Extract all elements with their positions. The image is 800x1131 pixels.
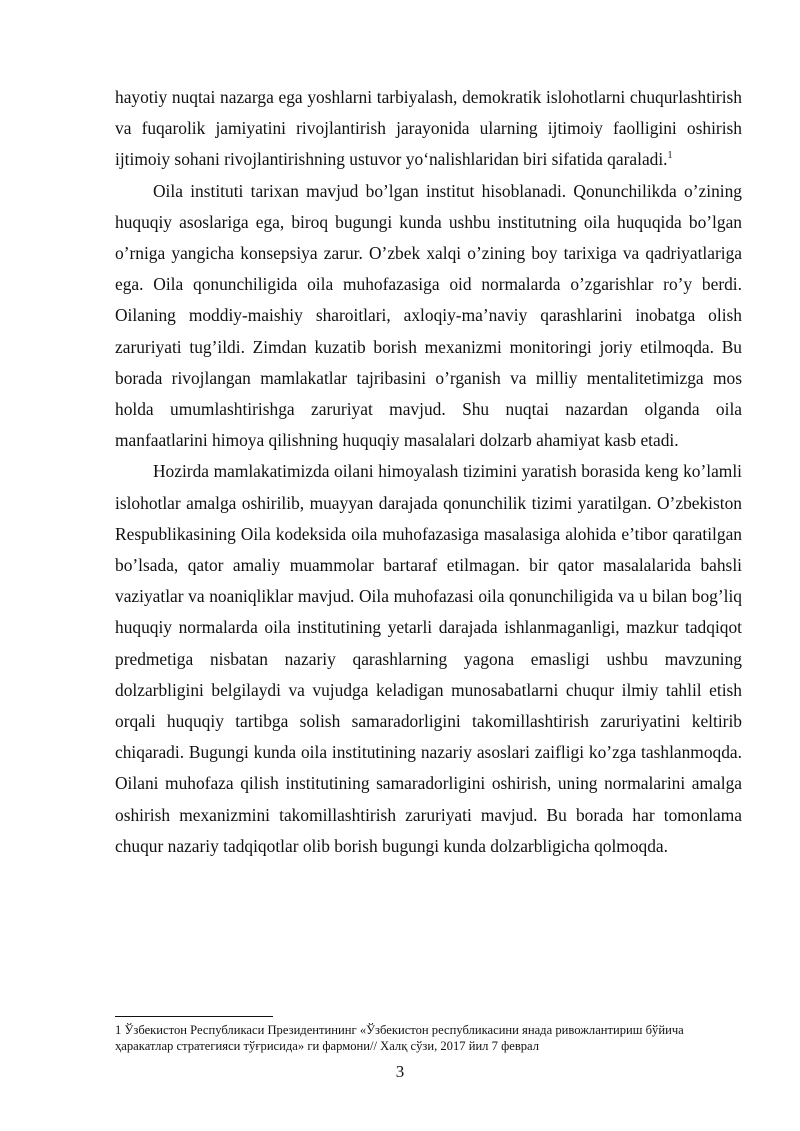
paragraph-2: Oila instituti tarixan mavjud bo’lgan institut hisoblanadi. Qonunchilikda o’zining huquqiy asoslariga ega, biroq bugungi kunda ushbu institutning oila huquqida bo’lgan o’rniga yangicha konsepsiya zarur. O’zbek xalqi o’zining boy tarixiga va qadriyatlariga ega. Oila qonunchiligida oila muhofazasiga oid normalarda o’zgarishlar ro’y berdi. Oilaning moddiy-maishiy sharoitlari, axloqiy-ma’naviy qarashlarini inobatga olish zaruriyati tug’ildi. Zimdan kuzatib borish mexanizmi monitoringi joriy etilmoqda. Bu borada rivojlangan mamlakatlar tajribasini o’rganish va milliy mentalitetimizga mos holda umumlashtirishga zaruriyat mavjud. Shu nuqtai nazardan olganda oila manfaatlarini himoya qilishning huquqiy masalalari dolzarb ahamiyat kasb etadi. (115, 180, 742, 451)
footnote-reference: 1 (667, 150, 673, 162)
paragraph-1 (115, 82, 742, 176)
paragraph-1-text: hayotiy nuqtai nazarga ega yoshlarni tarbiyalash, demokratik islohotlarni chuqurlashtirish va fuqarolik jamiyatini rivojlantirish jarayonida ularning ijtimoiy faolligini oshirish ijtimoiy sohani rivojlantirishning ustuvor yo‘nalishlaridan biri sifatida qaraladi. (115, 87, 742, 170)
footnote-separator (115, 1016, 273, 1017)
footnote: 1 Ўзбекистон Республикаси Президентининг «Ўзбекистон республикасини янада ривожлантириш бўйича ҳаракатлар стратегияси тўғрисида» ги фармони// Халқ сўзи, 2017 йил 7 феврал (115, 1023, 684, 1053)
page-number: 3 (395, 1062, 405, 1081)
body-text (115, 82, 742, 862)
paragraph-3: Hozirda mamlakatimizda oilani himoyalash tizimini yaratish borasida keng ko’lamli islohotlar amalga oshirilib, muayyan darajada qonunchilik tizimi yaratilgan. O’zbekiston Respublikasining Oila kodeksida oila muhofazasiga masalasiga alohida e’tibor qaratilgan bo’lsada, qator amaliy muammolar bartaraf etilmagan. bir qator masalalarida bahsli vaziyatlar va noaniqliklar mavjud. Oila muhofazasi oila qonunchiligida va u bilan bog’liq huquqiy normalarda oila institutining yetarli darajada ishlanmaganligi, mazkur tadqiqot predmetiga nisbatan nazariy qarashlarning yagona emasligi ushbu mavzuning dolzarbligini belgilaydi va vujudga keladigan munosabatlarni chuqur ilmiy tahlil etish orqali huquqiy tartibga solish samaradorligini takomillashtirish zaruriyatini keltirib chiqaradi. Bugungi kunda oila institutining nazariy asoslari zaifligi ko’zga tashlanmoqda. Oilani muhofaza qilish institutining samaradorligini oshirish, uning normalarini amalga oshirish mexanizmini takomillashtirish zaruriyati mavjud. Bu borada har tomonlama chuqur nazariy tadqiqotlar olib borish bugungi kunda dolzarbligicha qolmoqda. (115, 461, 742, 856)
